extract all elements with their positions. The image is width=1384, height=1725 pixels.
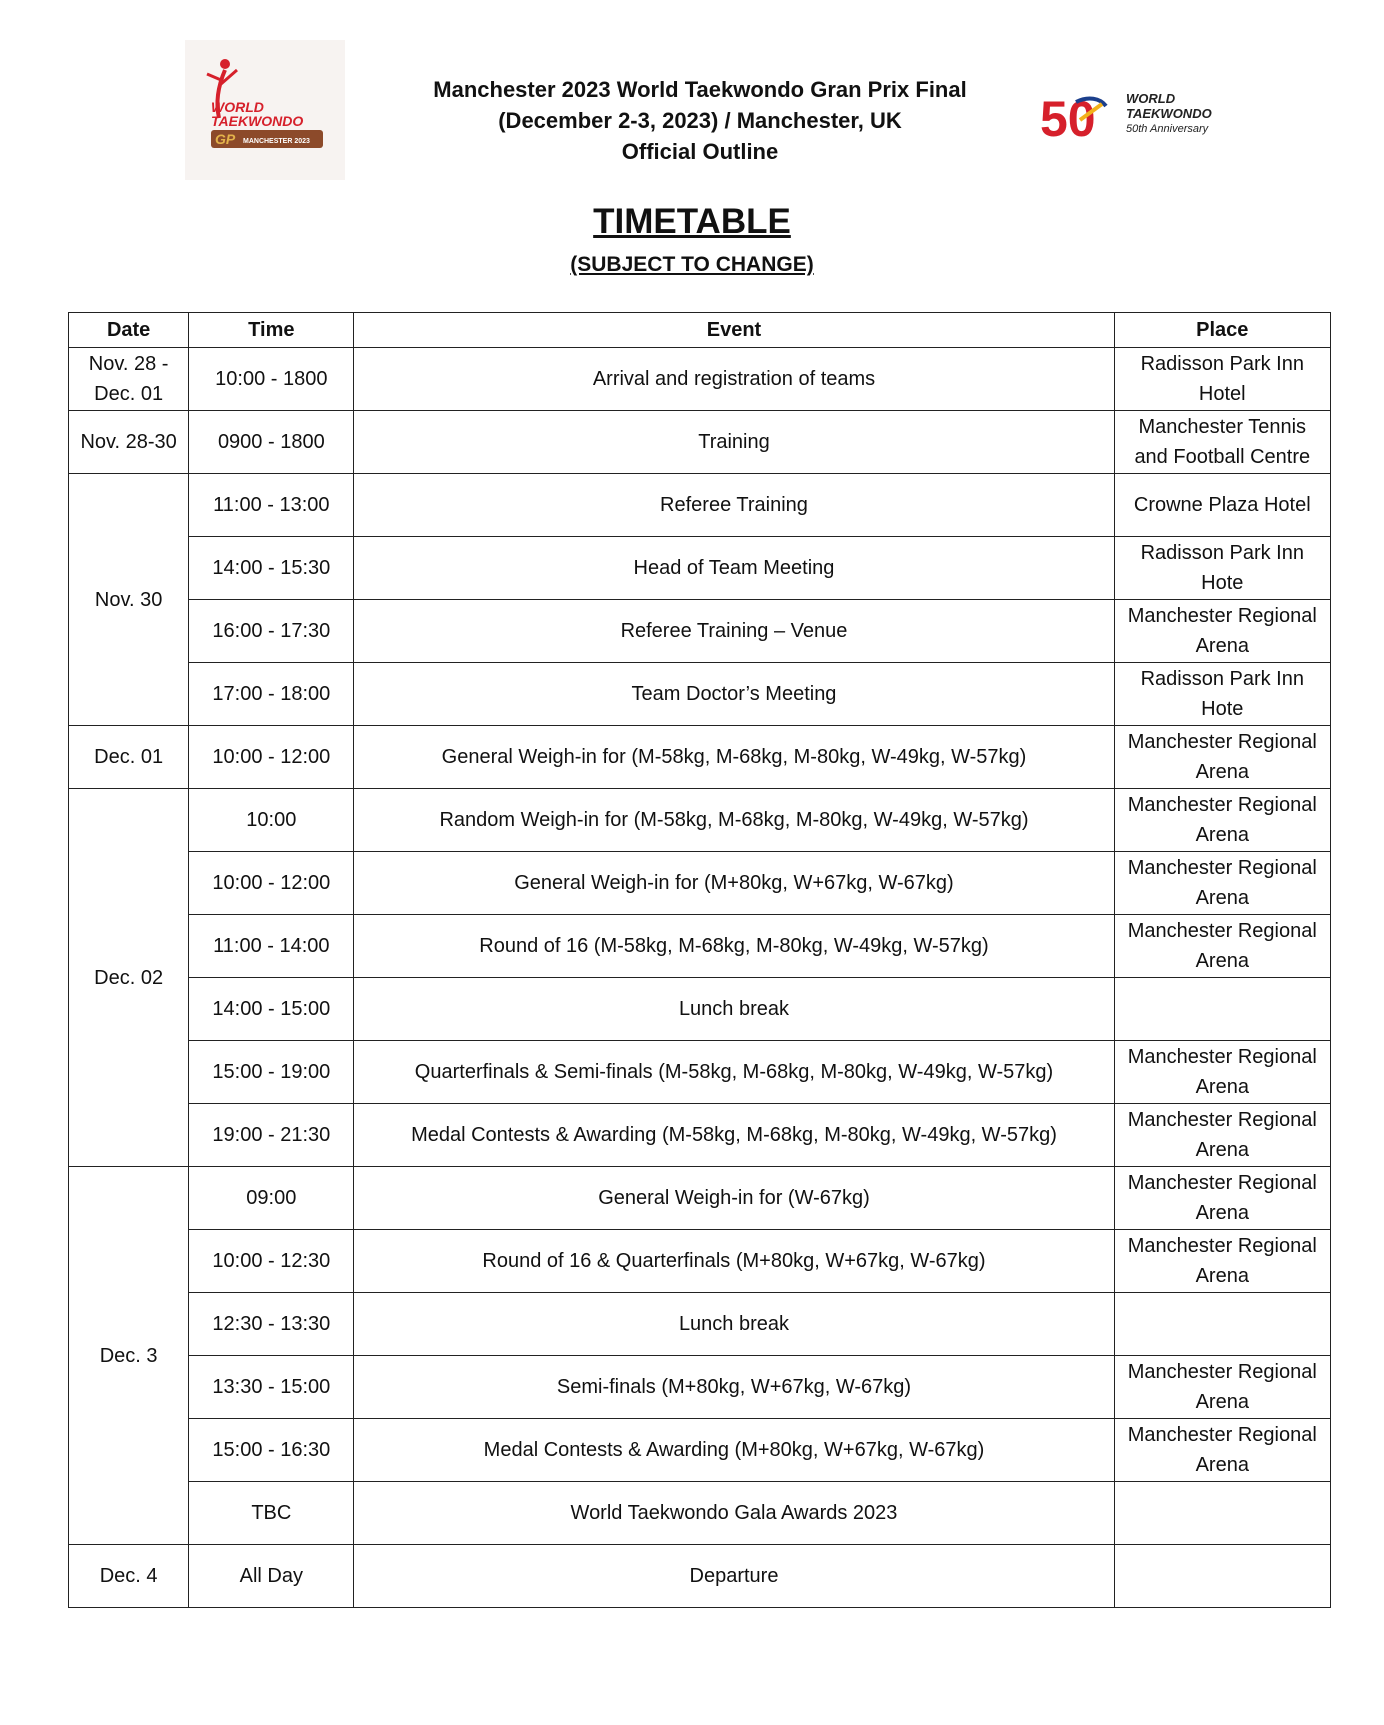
column-header-time: Time (189, 313, 354, 348)
time-cell: 0900 - 1800 (189, 411, 354, 474)
event-cell: Semi-finals (M+80kg, W+67kg, W-67kg) (354, 1356, 1114, 1419)
date-cell: Nov. 28-30 (69, 411, 189, 474)
event-cell: General Weigh-in for (M-58kg, M-68kg, M-80kg, W-49kg, W-57kg) (354, 726, 1114, 789)
table-row (69, 852, 1331, 915)
place-cell (1114, 1545, 1330, 1608)
place-cell: Manchester Tennis and Football Centre (1114, 411, 1330, 474)
event-cell: Quarterfinals & Semi-finals (M-58kg, M-68kg, M-80kg, W-49kg, W-57kg) (354, 1041, 1114, 1104)
logo-right-line1: WORLD (1126, 91, 1176, 106)
event-cell: Arrival and registration of teams (354, 348, 1114, 411)
event-cell: Referee Training (354, 474, 1114, 537)
logo-right-mark: 50 (1040, 91, 1096, 147)
time-cell: 10:00 - 1800 (189, 348, 354, 411)
place-cell: Manchester Regional Arena (1114, 1230, 1330, 1293)
date-cell: Dec. 01 (69, 726, 189, 789)
heading-line-2: (December 2-3, 2023) / Manchester, UK (498, 108, 902, 133)
time-cell: 19:00 - 21:30 (189, 1104, 354, 1167)
time-cell: 10:00 - 12:30 (189, 1230, 354, 1293)
table-row (69, 1419, 1331, 1482)
time-cell: 14:00 - 15:30 (189, 537, 354, 600)
event-cell: Medal Contests & Awarding (M+80kg, W+67kg, W-67kg) (354, 1419, 1114, 1482)
event-cell: Lunch break (354, 1293, 1114, 1356)
place-cell: Manchester Regional Arena (1114, 789, 1330, 852)
place-cell (1114, 978, 1330, 1041)
place-cell: Radisson Park Inn Hote (1114, 663, 1330, 726)
table-row (69, 348, 1331, 411)
document-heading (400, 74, 1000, 167)
table-row (69, 1293, 1331, 1356)
table-row (69, 537, 1331, 600)
time-cell: 12:30 - 13:30 (189, 1293, 354, 1356)
event-cell: Lunch break (354, 978, 1114, 1041)
date-cell: Dec. 02 (69, 789, 189, 1167)
place-cell: Manchester Regional Arena (1114, 726, 1330, 789)
event-cell: Referee Training – Venue (354, 600, 1114, 663)
table-row (69, 474, 1331, 537)
timetable-subtitle: (SUBJECT TO CHANGE) (570, 253, 814, 276)
place-cell: Manchester Regional Arena (1114, 1104, 1330, 1167)
place-cell (1114, 1482, 1330, 1545)
time-cell: 15:00 - 16:30 (189, 1419, 354, 1482)
time-cell: 10:00 - 12:00 (189, 726, 354, 789)
timetable-title: TIMETABLE (593, 202, 791, 241)
event-cell: Departure (354, 1545, 1114, 1608)
place-cell: Crowne Plaza Hotel (1114, 474, 1330, 537)
logo-left-line4: MANCHESTER 2023 (243, 138, 310, 145)
time-cell: TBC (189, 1482, 354, 1545)
event-cell: General Weigh-in for (M+80kg, W+67kg, W-67kg) (354, 852, 1114, 915)
time-cell: 13:30 - 15:00 (189, 1356, 354, 1419)
place-cell: Radisson Park Inn Hotel (1114, 348, 1330, 411)
table-row (69, 1545, 1331, 1608)
document-header (0, 0, 1384, 190)
column-header-date: Date (69, 313, 189, 348)
place-cell: Manchester Regional Arena (1114, 1419, 1330, 1482)
heading-line-3: Official Outline (621, 139, 779, 164)
event-cell: World Taekwondo Gala Awards 2023 (354, 1482, 1114, 1545)
table-row (69, 1356, 1331, 1419)
place-cell: Manchester Regional Arena (1114, 1041, 1330, 1104)
place-cell: Manchester Regional Arena (1114, 1167, 1330, 1230)
time-cell: 10:00 - 12:00 (189, 852, 354, 915)
logo-right-line3: 50th Anniversary (1126, 123, 1209, 135)
date-cell: Nov. 30 (69, 474, 189, 726)
time-cell: 15:00 - 19:00 (189, 1041, 354, 1104)
event-cell: Round of 16 & Quarterfinals (M+80kg, W+67kg, W-67kg) (354, 1230, 1114, 1293)
event-cell: Training (354, 411, 1114, 474)
table-row (69, 978, 1331, 1041)
date-cell: Dec. 3 (69, 1167, 189, 1545)
heading-line-1: Manchester 2023 World Taekwondo Gran Prix Final (433, 77, 967, 102)
table-row (69, 726, 1331, 789)
place-cell: Manchester Regional Arena (1114, 915, 1330, 978)
logo-left-line3: GP (215, 131, 236, 147)
place-cell (1114, 1293, 1330, 1356)
time-cell: All Day (189, 1545, 354, 1608)
event-cell: Head of Team Meeting (354, 537, 1114, 600)
table-row (69, 915, 1331, 978)
table-row (69, 600, 1331, 663)
time-cell: 09:00 (189, 1167, 354, 1230)
logo-left-line2: TAEKWONDO (211, 113, 304, 129)
event-cell: Team Doctor’s Meeting (354, 663, 1114, 726)
time-cell: 14:00 - 15:00 (189, 978, 354, 1041)
place-cell: Radisson Park Inn Hote (1114, 537, 1330, 600)
table-row (69, 789, 1331, 852)
table-row (69, 1482, 1331, 1545)
time-cell: 17:00 - 18:00 (189, 663, 354, 726)
time-cell: 10:00 (189, 789, 354, 852)
table-row (69, 663, 1331, 726)
wt-50th-anniversary-logo (1040, 80, 1240, 150)
date-cell: Nov. 28 - Dec. 01 (69, 348, 189, 411)
table-header-row (69, 313, 1331, 348)
column-header-place: Place (1114, 313, 1330, 348)
time-cell: 16:00 - 17:30 (189, 600, 354, 663)
date-cell: Dec. 4 (69, 1545, 189, 1608)
logo-right-line2: TAEKWONDO (1126, 106, 1212, 121)
event-cell: Medal Contests & Awarding (M-58kg, M-68kg, M-80kg, W-49kg, W-57kg) (354, 1104, 1114, 1167)
table-row (69, 1041, 1331, 1104)
table-row (69, 1230, 1331, 1293)
table-row (69, 411, 1331, 474)
event-cell: Random Weigh-in for (M-58kg, M-68kg, M-80kg, W-49kg, W-57kg) (354, 789, 1114, 852)
time-cell: 11:00 - 14:00 (189, 915, 354, 978)
event-cell: General Weigh-in for (W-67kg) (354, 1167, 1114, 1230)
place-cell: Manchester Regional Arena (1114, 1356, 1330, 1419)
place-cell: Manchester Regional Arena (1114, 852, 1330, 915)
column-header-event: Event (354, 313, 1114, 348)
table-row (69, 1167, 1331, 1230)
wt-gp-manchester-logo (185, 40, 345, 180)
logo-left-line1: WORLD (211, 99, 264, 115)
place-cell: Manchester Regional Arena (1114, 600, 1330, 663)
table-row (69, 1104, 1331, 1167)
event-cell: Round of 16 (M-58kg, M-68kg, M-80kg, W-49kg, W-57kg) (354, 915, 1114, 978)
time-cell: 11:00 - 13:00 (189, 474, 354, 537)
timetable-table (68, 312, 1331, 1608)
